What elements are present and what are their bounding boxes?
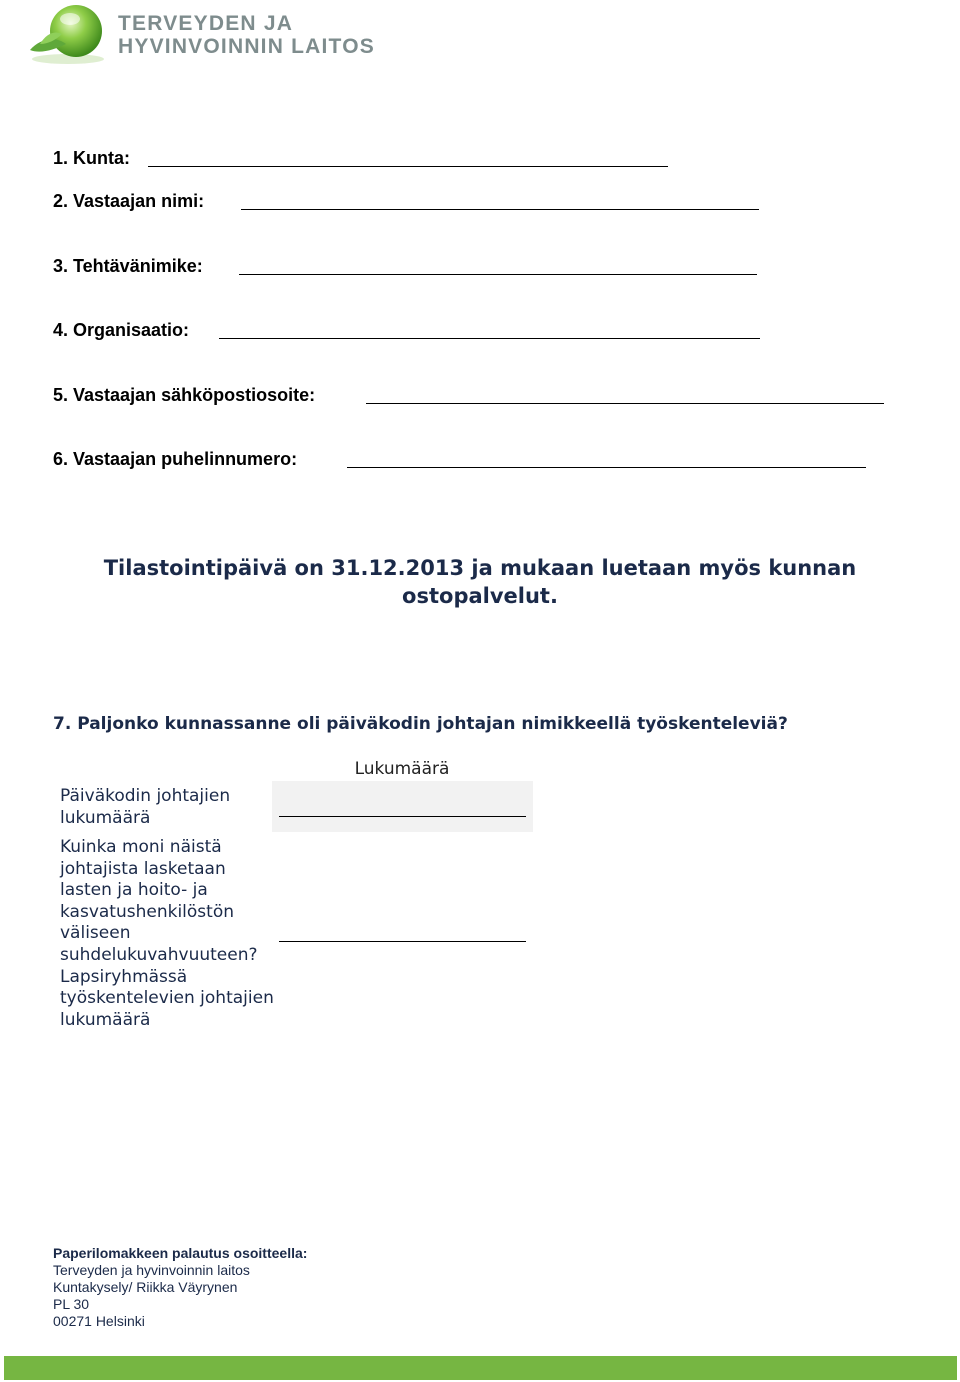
field-label-organisation: 4. Organisaatio: [53, 320, 190, 340]
title-input-line[interactable] [239, 274, 757, 275]
organisation-input-line[interactable] [219, 338, 760, 339]
return-address-heading: Paperilomakkeen palautus osoitteella: [53, 1245, 308, 1261]
director-count-input-line[interactable] [279, 816, 526, 817]
return-address [53, 1245, 307, 1330]
question-7-title: 7. Paljonko kunnassanne oli päiväkodin johtajan nimikkeellä työskenteleviä? [53, 714, 788, 734]
name-input-line[interactable] [241, 209, 759, 210]
green-sphere-leaf-logo-icon [28, 4, 108, 66]
address-line: 00271 Helsinki [53, 1313, 145, 1329]
footer-green-bar [4, 1356, 957, 1380]
field-label-phone: 6. Vastaajan puhelinnumero: [53, 449, 298, 469]
notice-line-1: Tilastointipäivä on 31.12.2013 ja mukaan luetaan myös kunnan [103, 556, 857, 580]
column-header-count: Lukumäärä [354, 759, 450, 779]
logo-text-line1: TERVEYDEN JA [118, 12, 294, 35]
row-label-director-count: Päiväkodin johtajien lukumäärä [60, 786, 231, 828]
director-count-cell[interactable] [272, 781, 533, 832]
address-line: Terveyden ja hyvinvoinnin laitos [53, 1262, 250, 1278]
field-label-title: 3. Tehtävänimike: [53, 256, 203, 276]
field-label-name: 2. Vastaajan nimi: [53, 191, 205, 211]
address-line: Kuntakysely/ Riikka Väyrynen [53, 1279, 238, 1295]
field-label-email: 5. Vastaajan sähköpostiosoite: [53, 385, 316, 405]
notice-line-2: ostopalvelut. [402, 584, 558, 608]
ratio-directors-input-line[interactable] [279, 941, 526, 942]
thl-logo [28, 4, 388, 68]
email-input-line[interactable] [366, 403, 884, 404]
address-line: PL 30 [53, 1296, 90, 1312]
logo-text-line2: HYVINVOINNIN LAITOS [118, 35, 375, 58]
phone-input-line[interactable] [347, 467, 866, 468]
row-label-ratio-directors: Kuinka moni näistä johtajista lasketaan lasten ja hoito- ja kasvatushenkilöstön väliseen suhdelukuvahvuuteen? Lapsiryhmässä työskentelevien johtajien lukumäärä [60, 837, 274, 1030]
kunta-input-line[interactable] [148, 166, 668, 167]
field-label-kunta: 1. Kunta: [53, 148, 131, 168]
statistics-date-notice [60, 554, 900, 610]
